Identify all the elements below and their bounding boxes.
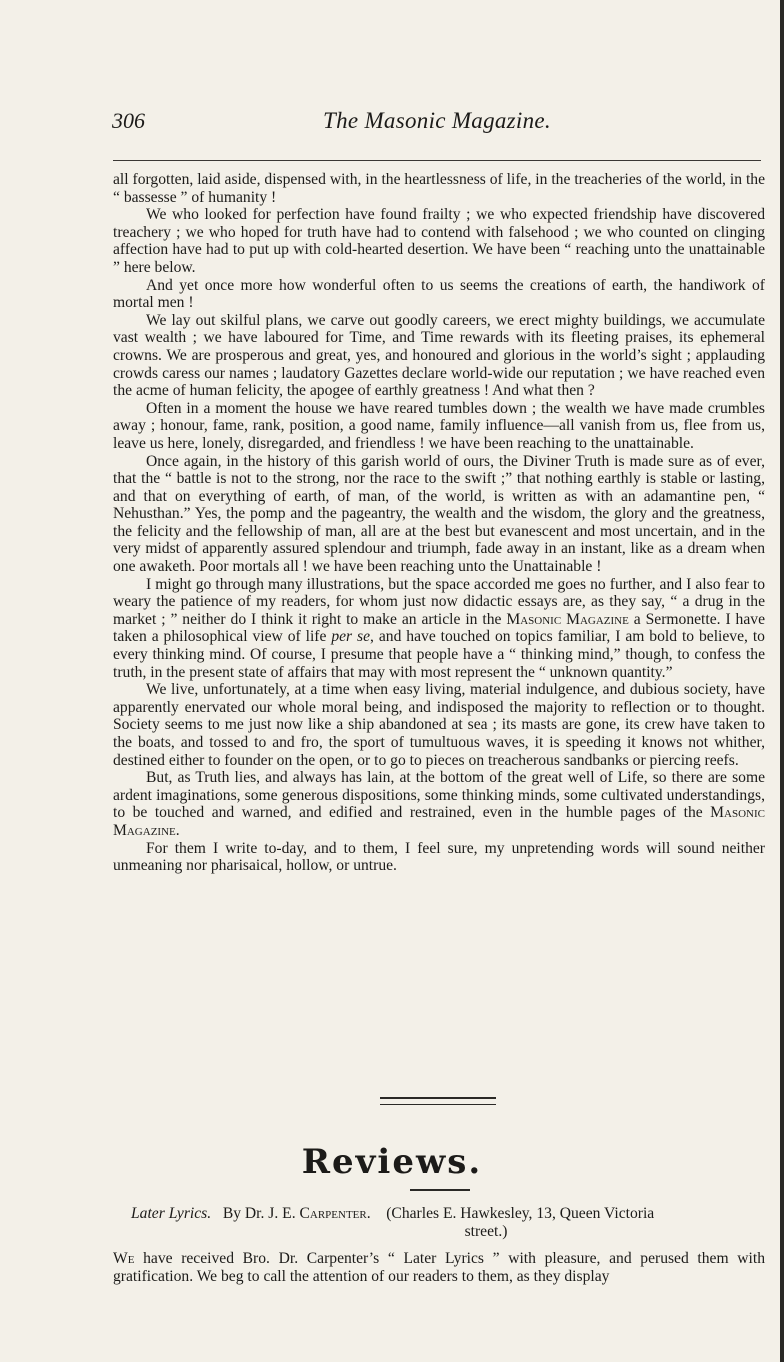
- magazine-name: Masonic Magazine.: [113, 804, 765, 839]
- article-paragraph: [113, 576, 765, 682]
- article-paragraph: Often in a moment the house we have reared tumbles down ; the wealth we have made crumbles away ; honour, fame, rank, position, a good name, family influence—all vanish from us, flee from us, leave us here, lonely, disregarded, and friendless ! we have been reaching to the unattainable.: [113, 399, 765, 452]
- article-body: [113, 171, 765, 875]
- magazine-name: Masonic Magazine: [506, 610, 629, 628]
- article-paragraph: We live, unfortunately, at a time when easy living, material indulgence, and dubious society, have apparently enervated our whole moral being, and indisposed the majority to reflection or to thought. Society seems to me just now like a ship abandoned at sea ; its masts are gone, its crew have taken to the boats, and tossed to and fro, the sport of tumultuous waves, it is speeding it knows not whither, destined either to founder on the open, or to go to pieces on treacherous sandbanks or piercing reefs.: [113, 681, 765, 769]
- article-paragraph: Once again, in the history of this garish world of ours, the Diviner Truth is made sure as of ever, that the “ battle is not to the strong, nor the race to the swift ;” that nothing earthly is stable or lasting, and that on everything of earth, of man, of the world, is written as with an adamantine pen, “ Nehusthan.” Yes, the pomp and the pageantry, the wealth and the wisdom, the glory and the greatness, the felicity and the fellowship of man, all are at the best but evanescent and most uncertain, and in the very midst of apparently assured splendour and triumph, fade away in an instant, like as a dream when one awaketh. Poor mortals all ! we have been reaching unto the Unattainable !: [113, 452, 765, 576]
- section-heading: Reviews.: [301, 1142, 483, 1182]
- review-publisher-continued: street.): [464, 1223, 508, 1240]
- review-citation: [131, 1205, 771, 1241]
- page-edge-shadow: [780, 0, 784, 1362]
- article-paragraph: And yet once more how wonderful often to us seems the creations of earth, the handiwork of mortal men !: [113, 276, 765, 312]
- review-author-prefix: By Dr. J. E.: [222, 1205, 300, 1222]
- page-header: [112, 108, 762, 142]
- review-lead-word: We: [113, 1250, 135, 1267]
- article-text: But, as Truth lies, and always has lain, at the bottom of the great well of Life, so there are some ardent imaginations, some generous dispositions, some thinking minds, some cultivated understandings, to be touched and warned, and edified and restrained, even in the humble pages of the: [113, 769, 765, 822]
- review-text: have received Bro. Dr. Carpenter’s “ Later Lyrics ” with pleasure, and perused them with gratification. We beg to call the attention of our readers to them, as they display: [113, 1250, 765, 1285]
- article-text: I might go through many illustrations, but the space accorded me goes no further, and I also fear to weary the patience of my readers, for whom just now didactic essays are, as they say, “ a drug in the market ; ” neither do I think it right to make an article in the: [113, 575, 765, 628]
- article-paragraph: We lay out skilful plans, we carve out goodly careers, we erect mighty buildings, we accumulate vast wealth ; we have laboured for Time, and Time rewards with its fleeting praises, its ephemeral crowns. We are prosperous and great, yes, and honoured and glorious in the world’s sight ; applauding crowds caress our names ; laudatory Gazettes declare world-wide our reputation ; we have reached even the acme of human felicity, the apogee of earthly greatness ! And what then ?: [113, 311, 765, 400]
- review-book-title: Later Lyrics.: [131, 1205, 212, 1222]
- review-author-surname: Carpenter.: [299, 1205, 371, 1222]
- citation-line: [131, 1205, 771, 1241]
- review-body: [113, 1250, 765, 1286]
- section-divider: [380, 1097, 496, 1105]
- heading-underline: [410, 1189, 470, 1191]
- review-paragraph: [113, 1250, 765, 1286]
- article-paragraph: For them I write to-day, and to them, I feel sure, my unpretending words will sound neither unmeaning nor pharisaical, hollow, or untrue.: [113, 839, 765, 875]
- page-number: 306: [112, 108, 145, 133]
- header-rule: [113, 160, 761, 161]
- article-paragraph: We who looked for perfection have found frailty ; we who expected friendship have discovered treachery ; we who hoped for truth have had to contend with falsehood ; we who counted on clinging affection have had to put up with cold-hearted desertion. We have been “ reaching unto the unattainable ” here below.: [113, 206, 765, 276]
- article-text: , and have touched on topics familiar, I am bold to believe, to every thinking mind. Of course, I presume that people have a “ thinking mind,” though, to confess the truth, in the present state of affairs that may with most represent the “ unknown quantity.”: [113, 628, 765, 681]
- running-title: The Masonic Magazine.: [323, 108, 551, 133]
- latin-phrase: per se: [331, 628, 371, 646]
- article-paragraph: [113, 769, 765, 839]
- article-paragraph: all forgotten, laid aside, dispensed with, in the heartlessness of life, in the treacheries of the world, in the “ bassesse ” of humanity !: [113, 171, 765, 206]
- article-text: a Sermonette. I have taken a philosophical view of life: [113, 610, 765, 646]
- review-publisher: (Charles E. Hawkesley, 13, Queen Victoria: [386, 1205, 655, 1222]
